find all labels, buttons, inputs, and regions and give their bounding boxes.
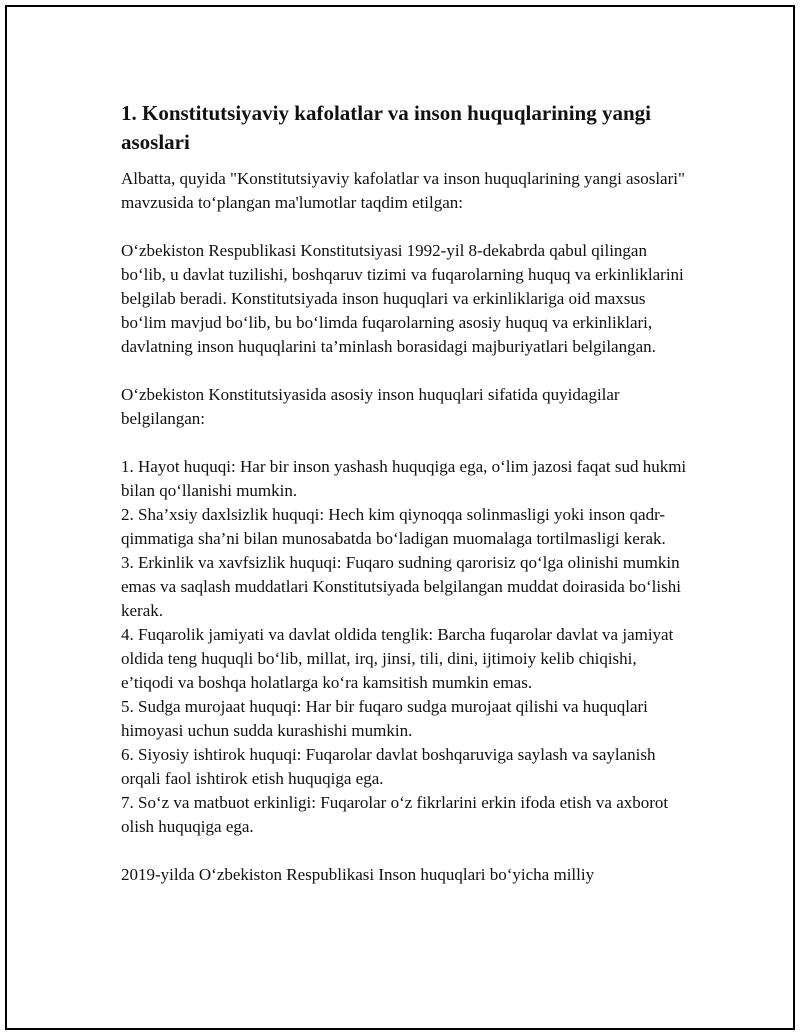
list-item: 3. Erkinlik va xavfsizlik huquqi: Fuqaro sudning qarorisiz qo‘lga olinishi mumkin emas va saqlash muddatlari Konstitutsiyada belgilangan muddat doirasida bo‘lishi kerak. [121,553,681,620]
closing-paragraph: 2019-yilda O‘zbekiston Respublikasi Inson huquqlari bo‘yicha milliy [121,865,595,884]
list-item: 7. So‘z va matbuot erkinligi: Fuqarolar o‘z fikrlarini erkin ifoda etish va axborot olish huquqiga ega. [121,793,669,836]
list-item: 1. Hayot huquqi: Har bir inson yashash huquqiga ega, o‘lim jazosi faqat sud hukmi bilan qo‘llanishi mumkin. [121,457,687,500]
document-heading: 1. Konstitutsiyaviy kafolatlar va inson huquqlarining yangi asoslari [121,101,652,154]
list-item: 2. Sha’xsiy daxlsizlik huquqi: Hech kim qiynoqqa solinmasligi yoki inson qadr-qimmatiga sha’ni bilan munosabatda bo‘ladigan muomalaga tortilmasligi kerak. [121,505,666,548]
document-body [121,99,691,911]
list-item: 6. Siyosiy ishtirok huquqi: Fuqarolar davlat boshqaruviga saylash va saylanish orqali faol ishtirok etish huquqiga ega. [121,745,656,788]
intro-paragraph: Albatta, quyida "Konstitutsiyaviy kafolatlar va inson huquqlarining yangi asoslari" mavzusida to‘plangan ma'lumotlar taqdim etilgan: [121,169,685,212]
list-item: 5. Sudga murojaat huquqi: Har bir fuqaro sudga murojaat qilishi va huquqlari himoyasi uchun sudda kurashishi mumkin. [121,697,648,740]
document-page [5,5,795,1030]
rights-intro-paragraph: O‘zbekiston Konstitutsiyasida asosiy inson huquqlari sifatida quyidagilar belgilangan: [121,385,620,428]
rights-list [121,455,691,839]
list-item: 4. Fuqarolik jamiyati va davlat oldida tenglik: Barcha fuqarolar davlat va jamiyat oldida teng huquqli bo‘lib, millat, irq, jinsi, tili, dini, ijtimoiy kelib chiqishi, e’tiqodi va boshqa holatlarga ko‘ra kamsitish mumkin emas. [121,625,674,692]
constitution-paragraph: O‘zbekiston Respublikasi Konstitutsiyasi 1992-yil 8-dekabrda qabul qilingan bo‘lib, u davlat tuzilishi, boshqaruv tizimi va fuqarolarning huquq va erkinliklarini belgilab beradi. Konstitutsiyada inson huquqlari va erkinliklariga oid maxsus bo‘lim mavjud bo‘lib, bu bo‘limda fuqarolarning asosiy huquq va erkinliklari, davlatning inson huquqlarini ta’minlash borasidagi majburiyatlari belgilangan. [121,241,684,356]
